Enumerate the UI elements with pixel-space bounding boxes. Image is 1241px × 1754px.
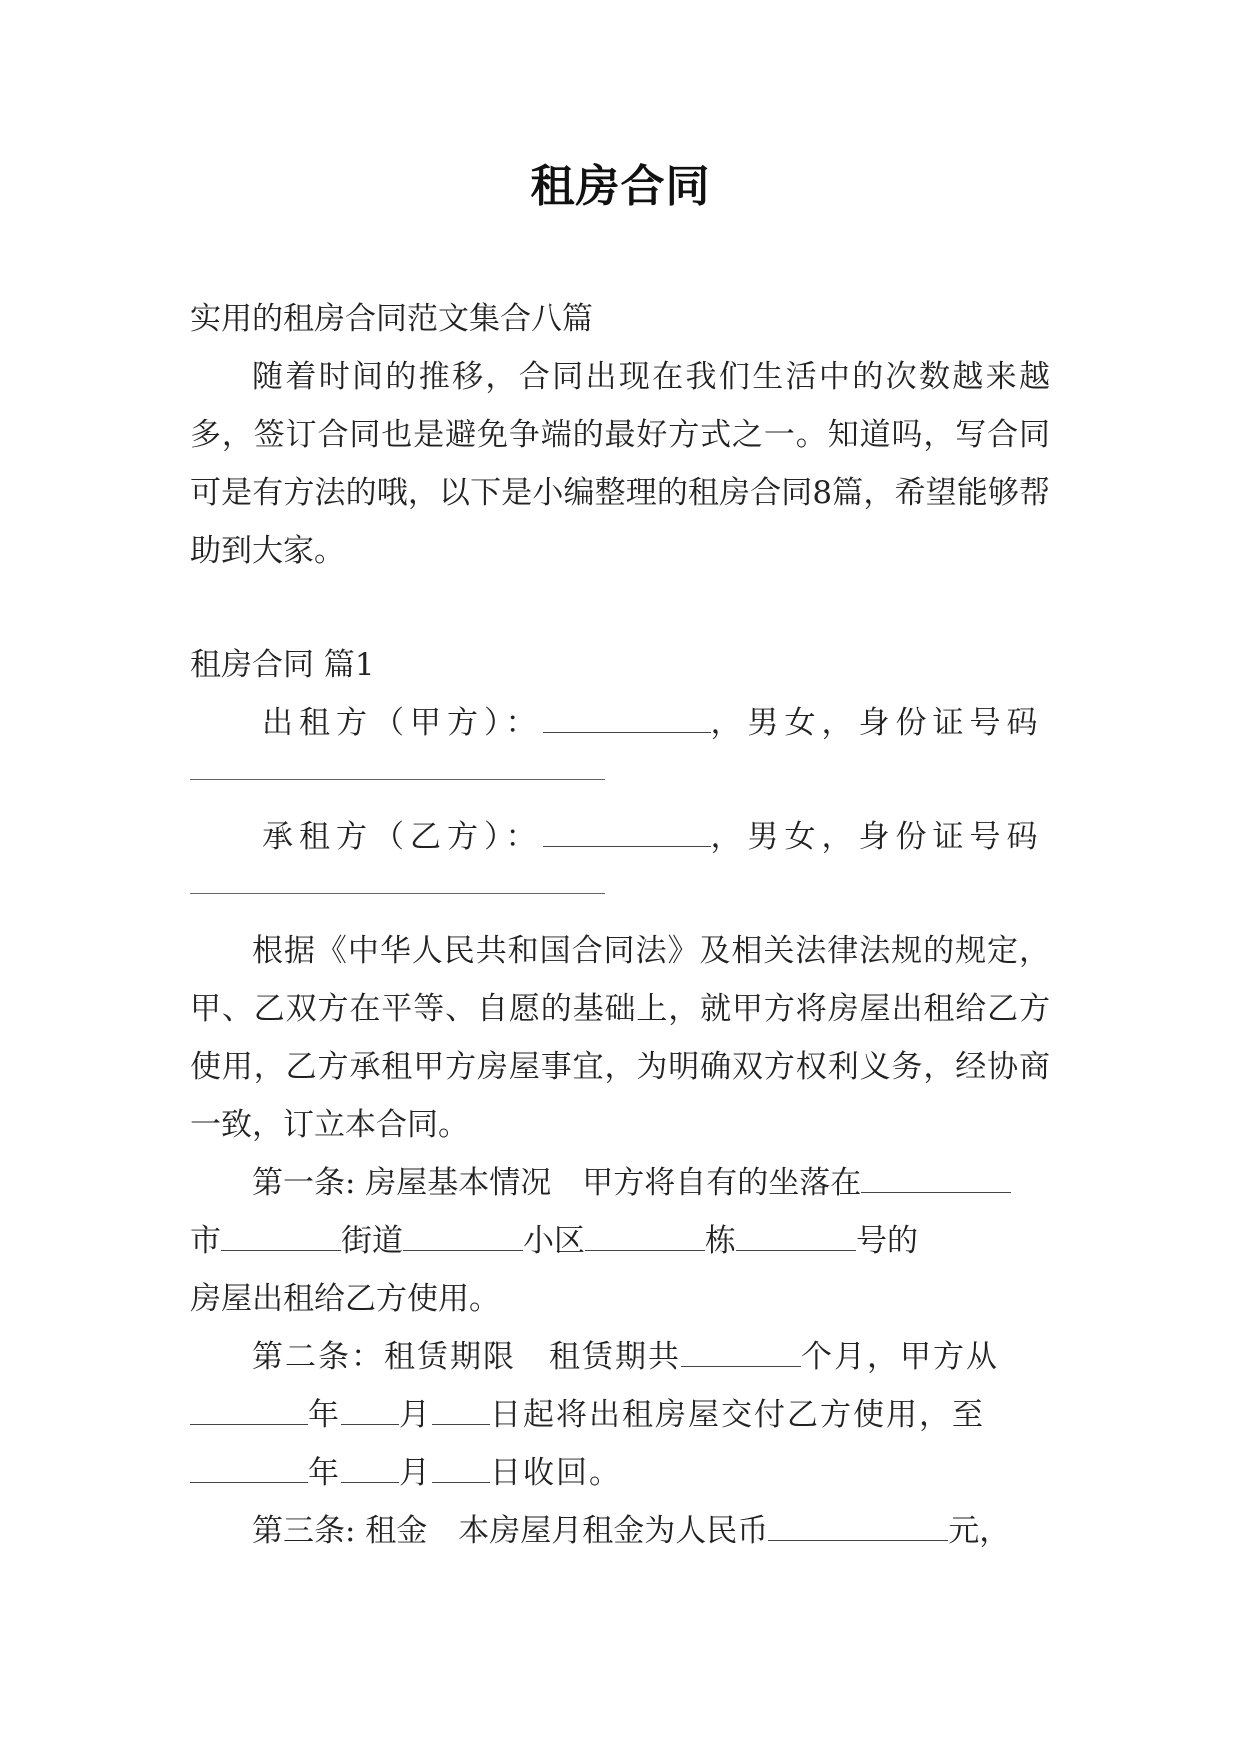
article1-street-blank [403, 1220, 523, 1251]
article1-end: 房屋出租给乙方使用。 [190, 1281, 500, 1317]
article-2 [190, 1328, 1050, 1502]
intro-paragraph: 随着时间的推移，合同出现在我们生活中的次数越来越多，签订合同也是避免争端的最好方式之一。知道吗，写合同可是有方法的哦，以下是小编整理的租房合同8篇，希望能够帮助到大家。 [190, 359, 1050, 569]
article1-location-blank [861, 1162, 1011, 1193]
article2-lead: 第二条：租赁期限 租赁期共 [252, 1339, 681, 1375]
document-title: 租房合同 [530, 161, 711, 212]
article1-city: 市 [190, 1223, 221, 1259]
article2-end-month: 月 [399, 1455, 432, 1491]
article2-end-day-blank [432, 1452, 490, 1483]
article2-end-year-blank [190, 1452, 308, 1483]
article1-building-blank [736, 1220, 856, 1251]
lessee-suffix: ，男女，身份证号码 [710, 819, 1044, 855]
article2-end-month-blank [341, 1452, 399, 1483]
article3-unit: 元， [948, 1513, 1011, 1549]
article1-lead: 第一条: 房屋基本情况 甲方将自有的坐落在 [252, 1165, 862, 1201]
article3-lead: 第三条: 租金 本房屋月租金为人民币 [252, 1513, 769, 1549]
article-3 [190, 1502, 1050, 1560]
lessor-line [190, 694, 1050, 752]
article2-months: 个月，甲方从 [801, 1339, 999, 1375]
article2-end-year: 年 [308, 1455, 341, 1491]
article1-number: 号的 [856, 1223, 918, 1259]
article1-community-blank [585, 1220, 705, 1251]
lessee-name-blank [543, 816, 711, 847]
article2-start-year-blank [190, 1394, 308, 1425]
article2-start-month: 月 [399, 1397, 432, 1433]
lessee-label: 承租方（乙方）： [262, 819, 543, 855]
article3-rent-blank [768, 1510, 948, 1541]
article2-start-month-blank [341, 1394, 399, 1425]
article1-building: 栋 [705, 1223, 736, 1259]
lessor-name-blank [543, 702, 711, 733]
section-heading: 租房合同 篇1 [190, 647, 375, 683]
lessor-id-blank [190, 778, 605, 780]
lessee-id-blank [190, 892, 605, 894]
lessor-label: 出租方（甲方）： [262, 705, 543, 741]
article1-community: 小区 [523, 1223, 585, 1259]
article-1 [190, 1154, 1050, 1328]
document-body [190, 290, 1050, 1560]
lessor-suffix: ，男女，身份证号码 [710, 705, 1044, 741]
basis-paragraph: 根据《中华人民共和国合同法》及相关法律法规的规定，甲、乙双方在平等、自愿的基础上，就甲方将房屋出租给乙方使用，乙方承租甲方房屋事宜，为明确双方权利义务，经协商一致，订立本合同。 [190, 933, 1050, 1143]
article2-day-start: 日起将出租房屋交付乙方使用，至 [490, 1397, 985, 1433]
lessee-line [190, 808, 1050, 866]
article2-day-end: 日收回。 [490, 1455, 622, 1491]
document-subtitle: 实用的租房合同范文集合八篇 [190, 301, 593, 337]
article1-street: 街道 [341, 1223, 403, 1259]
article2-start-year: 年 [308, 1397, 341, 1433]
article2-months-blank [681, 1336, 801, 1367]
article2-start-day-blank [432, 1394, 490, 1425]
article1-city-blank [221, 1220, 341, 1251]
